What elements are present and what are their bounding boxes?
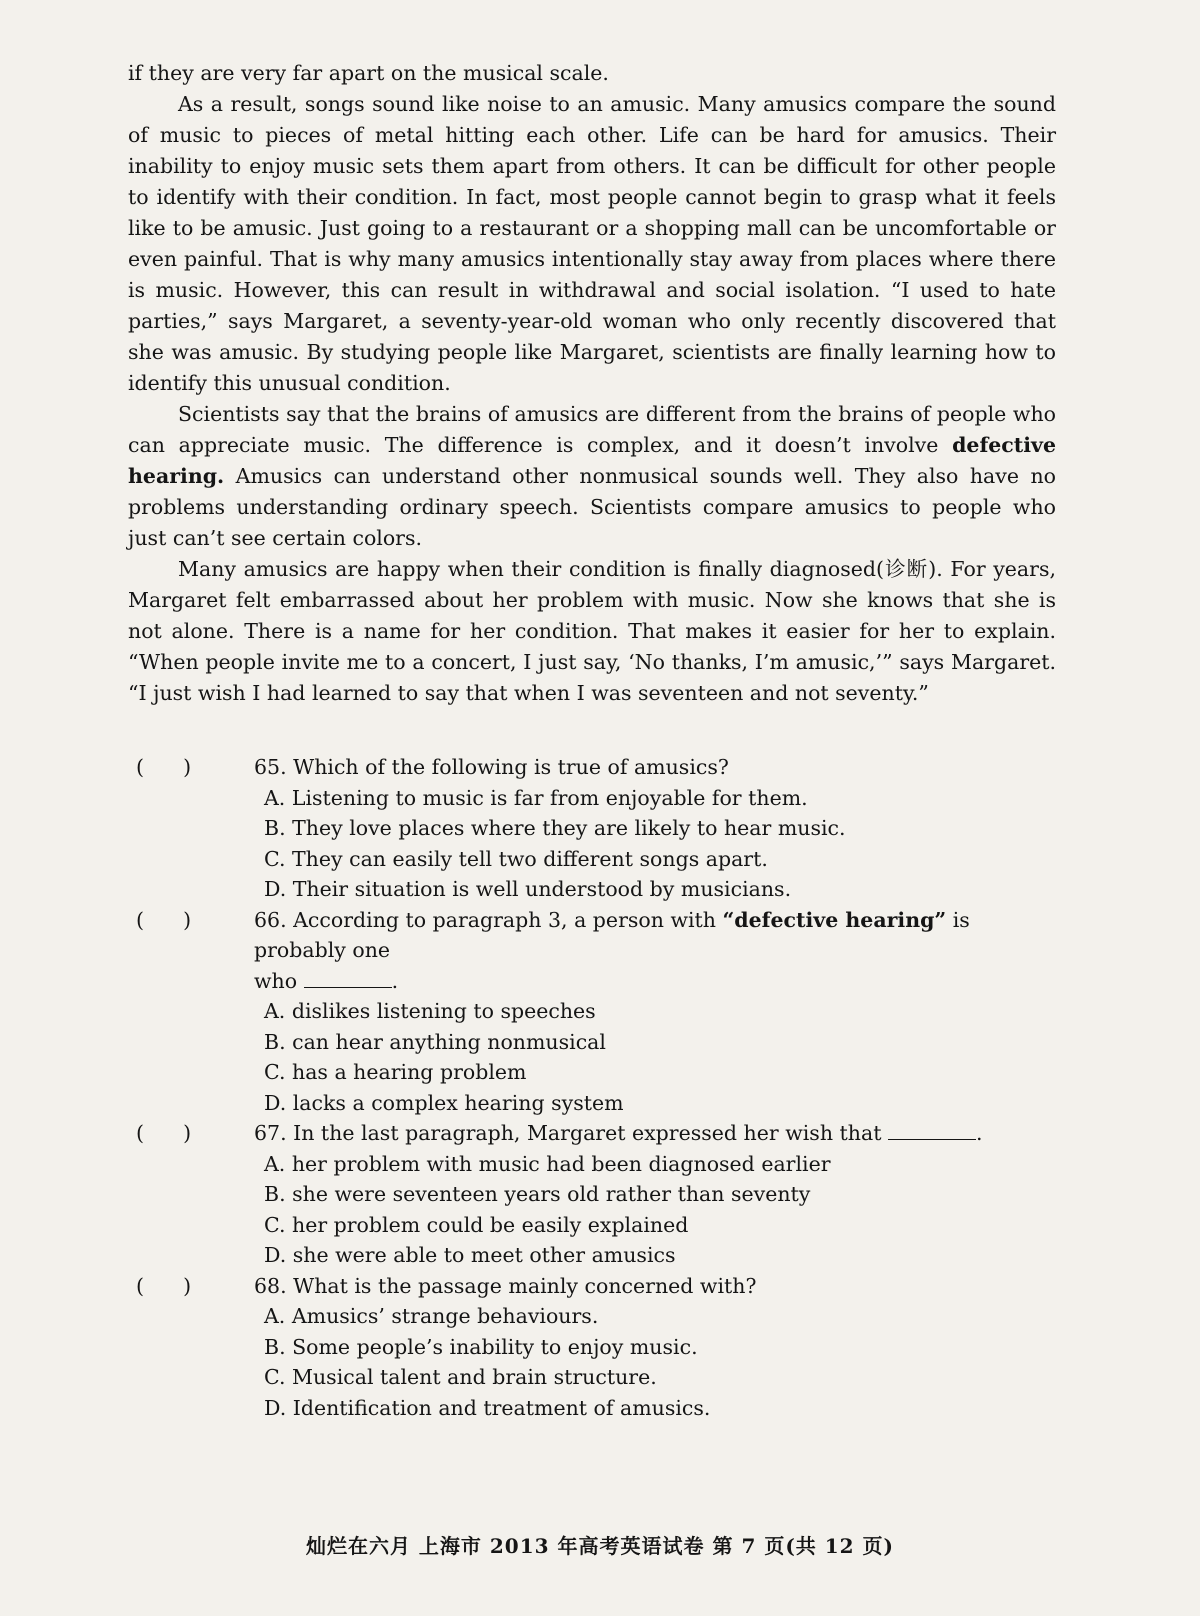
option-d: D. she were able to meet other amusics: [264, 1243, 676, 1267]
option-c: C. her problem could be easily explained: [264, 1212, 689, 1237]
option-d: D. lacks a complex hearing system: [264, 1090, 624, 1115]
passage-paragraph-2: As a result, songs sound like noise to an amusic. Many amusics compare the sound of music to pieces of metal hitting each other. Life can be hard for amusics. Their inability to enjoy music sets them apart from others. It can be difficult for other people to identify with their condition. In fact, most people cannot begin to grasp what it feels like to be amusic. Just going to a restaurant or a shopping mall can be uncomfortable or even painful. That is why many amusics intentionally stay away from places where there is music. However, this can result in withdrawal and social isolation. “I used to hate parties,” says Margaret, a seventy-year-old woman who only recently discovered that she was amusic. By studying people like Margaret, scientists are finally learning how to identify this unusual condition.: [128, 92, 1056, 395]
option-b: B. can hear anything nonmusical: [264, 1029, 606, 1054]
question-65: [136, 752, 1056, 905]
option-d: D. Their situation is well understood by musicians.: [264, 877, 792, 901]
passage-paragraph-3: [128, 399, 1056, 554]
answer-blank[interactable]: ( ): [136, 1121, 192, 1145]
defective-hearing-phrase: defective hearing.: [128, 433, 1056, 488]
answer-blank[interactable]: ( ): [136, 907, 192, 932]
stem-period: .: [975, 1121, 983, 1145]
question-67: [136, 1118, 1056, 1271]
stem-text-end: is probably one: [254, 907, 970, 962]
answer-blank[interactable]: ( ): [136, 1273, 192, 1298]
stem-who: who: [254, 968, 298, 993]
option-c: C. They can easily tell two different songs apart.: [264, 846, 768, 871]
fill-in-blank: [888, 1121, 976, 1140]
stem-period: .: [391, 968, 399, 993]
option-c: C. has a hearing problem: [264, 1060, 527, 1084]
option-d: D. Identification and treatment of amusics.: [264, 1395, 711, 1420]
reading-passage: [128, 58, 1056, 709]
passage-paragraph-4: Many amusics are happy when their condition is finally diagnosed(诊断). For years, Margaret felt embarrassed about her problem with music. Now she knows that she is not alone. There is a name for her condition. That makes it easier for her to explain. “When people invite me to a concert, I just say, ‘No thanks, I’m amusic,’” says Margaret. “I just wish I had learned to say that when I was seventeen and not seventy.”: [128, 557, 1056, 705]
question-stem: [254, 905, 1056, 966]
option-a: A. Listening to music is far from enjoyable for them.: [264, 785, 808, 810]
option-b: B. Some people’s inability to enjoy music.: [264, 1334, 698, 1359]
page-footer: 灿烂在六月 上海市 2013 年高考英语试卷 第 7 页(共 12 页): [305, 1534, 895, 1558]
paragraph-3-text-b: Amusics can understand other nonmusical sounds well. They also have no problems understanding ordinary speech. Scientists compare amusics to people who just can’t see certain colors.: [128, 464, 1056, 550]
option-a: A. her problem with music had been diagnosed earlier: [264, 1151, 831, 1176]
stem-text: 67. In the last paragraph, Margaret expressed her wish that: [254, 1121, 882, 1145]
option-a: A. Amusics’ strange behaviours.: [264, 1304, 599, 1328]
question-66: [136, 905, 1056, 1119]
question-list: [136, 752, 1056, 1423]
question-stem: [254, 1118, 1056, 1149]
option-a: A. dislikes listening to speeches: [264, 999, 596, 1023]
option-c: C. Musical talent and brain structure.: [264, 1365, 657, 1389]
option-b: B. They love places where they are likely to hear music.: [264, 816, 846, 840]
defective-hearing-quote: “defective hearing”: [722, 907, 947, 932]
answer-blank[interactable]: ( ): [136, 755, 192, 779]
question-stem: 68. What is the passage mainly concerned with?: [254, 1273, 757, 1298]
question-stem: 65. Which of the following is true of amusics?: [254, 755, 729, 779]
question-stem-continued: [136, 966, 1056, 997]
fill-in-blank: [304, 969, 392, 988]
paragraph-3-text-a: Scientists say that the brains of amusics are different from the brains of people who can appreciate music. The difference is complex, and it doesn’t involve: [128, 402, 1056, 457]
passage-line-1: if they are very far apart on the musical scale.: [128, 61, 609, 85]
stem-text: 66. According to paragraph 3, a person with: [254, 907, 723, 932]
question-68: [136, 1271, 1056, 1424]
option-b: B. she were seventeen years old rather than seventy: [264, 1182, 811, 1206]
